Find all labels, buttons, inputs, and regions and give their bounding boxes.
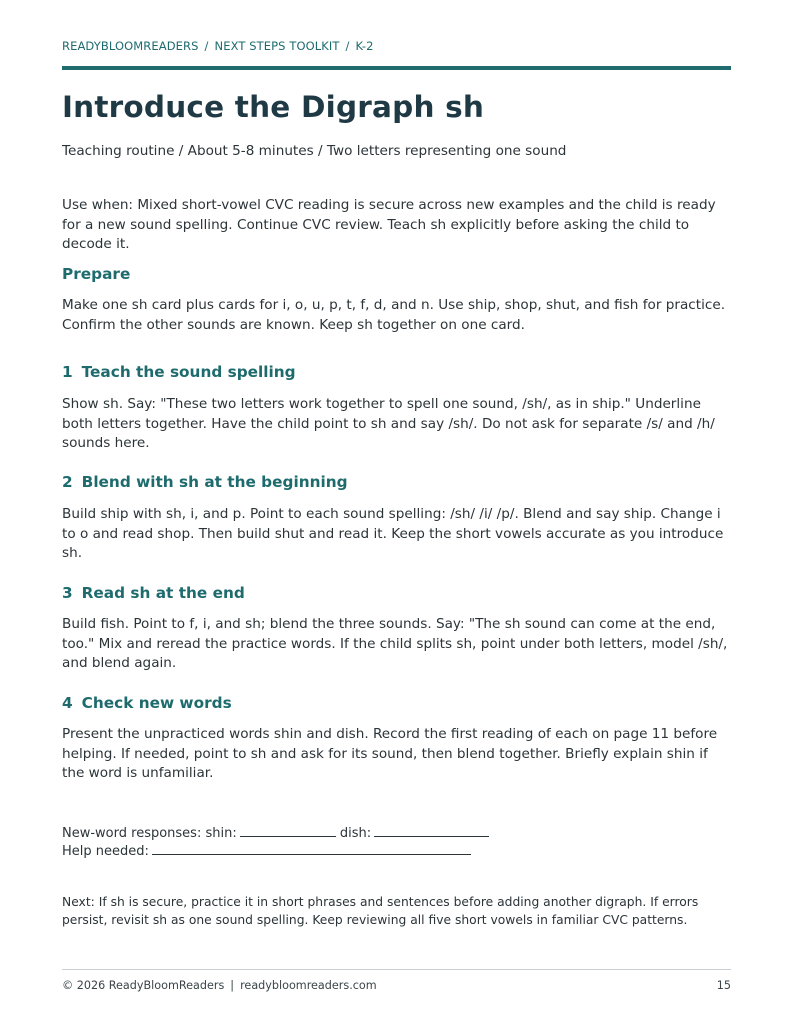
step-1-heading bbox=[62, 363, 296, 381]
use-when-text: Use when: Mixed short-vowel CVC reading is secure across new examples and the child is ready for a new sound spelling. Continue CVC review. Teach sh explicitly before asking the child to decode it. bbox=[62, 197, 716, 253]
breadcrumb-separator: / bbox=[204, 39, 209, 53]
footer-divider bbox=[62, 969, 731, 970]
shin-response-blank[interactable] bbox=[240, 825, 336, 837]
step-title: Read sh at the end bbox=[81, 584, 245, 602]
help-needed-blank[interactable] bbox=[152, 843, 471, 855]
header-divider bbox=[62, 66, 731, 70]
step-number: 3 bbox=[62, 584, 73, 602]
step-number: 1 bbox=[62, 363, 73, 381]
breadcrumb-brand: READYBLOOMREADERS bbox=[62, 39, 199, 53]
step-3-heading bbox=[62, 584, 245, 602]
step-2-text: Build ship with sh, i, and p. Point to each sound spelling: /sh/ /i/ /p/. Blend and say ship. Change i to o and read shop. Then build shut and read it. Keep the short vowels accurate as you introduce sh. bbox=[62, 506, 724, 562]
page-title: Introduce the Digraph sh bbox=[62, 90, 485, 124]
document-page bbox=[62, 0, 731, 1027]
step-4-text: Present the unpracticed words shin and dish. Record the first reading of each on page 11 before helping. If needed, point to sh and ask for its sound, then blend together. Briefly explain shin if the word is unfamiliar. bbox=[62, 726, 718, 782]
responses-label: New-word responses: bbox=[62, 826, 202, 841]
step-number: 2 bbox=[62, 473, 73, 491]
page-subtitle: Teaching routine / About 5-8 minutes / Two letters representing one sound bbox=[62, 143, 567, 159]
dish-label: dish: bbox=[339, 826, 372, 841]
footer-copyright: © 2026 ReadyBloomReaders bbox=[62, 979, 225, 992]
dish-response-blank[interactable] bbox=[374, 825, 489, 837]
step-number: 4 bbox=[62, 694, 73, 712]
step-title: Teach the sound spelling bbox=[81, 363, 296, 381]
breadcrumb bbox=[62, 39, 374, 53]
prepare-text: Make one sh card plus cards for i, o, u, p, t, f, d, and n. Use ship, shop, shut, and fish for practice. Confirm the other sounds are known. Keep sh together on one card. bbox=[62, 297, 726, 333]
shin-label: shin: bbox=[205, 826, 237, 841]
step-2-heading bbox=[62, 473, 348, 491]
footer-separator: | bbox=[230, 979, 235, 992]
step-1-text: Show sh. Say: "These two letters work together to spell one sound, /sh/, as in ship." Underline both letters together. Have the child point to sh and say /sh/. Do not ask for separate /s/ and /h/ sounds here. bbox=[62, 396, 715, 452]
breadcrumb-grade: K-2 bbox=[355, 39, 374, 53]
step-title: Check new words bbox=[81, 694, 232, 712]
help-needed-label: Help needed: bbox=[62, 844, 149, 859]
page-number: 15 bbox=[716, 979, 731, 992]
breadcrumb-section: NEXT STEPS TOOLKIT bbox=[214, 39, 340, 53]
next-steps-note: Next: If sh is secure, practice it in short phrases and sentences before adding another digraph. If errors persist, revisit sh as one sound spelling. Keep reviewing all five short vowels in familiar CVC patterns. bbox=[62, 895, 699, 927]
footer-credits bbox=[62, 979, 377, 992]
prepare-heading: Prepare bbox=[62, 265, 131, 283]
footer-url: readybloomreaders.com bbox=[240, 979, 377, 992]
help-needed-line bbox=[62, 843, 471, 859]
step-title: Blend with sh at the beginning bbox=[81, 473, 348, 491]
step-4-heading bbox=[62, 694, 232, 712]
responses-line bbox=[62, 825, 489, 841]
step-3-text: Build fish. Point to f, i, and sh; blend the three sounds. Say: "The sh sound can come at the end, too." Mix and reread the practice words. If the child splits sh, point under both letters, model /sh/, and blend again. bbox=[62, 616, 728, 672]
breadcrumb-separator: / bbox=[345, 39, 350, 53]
